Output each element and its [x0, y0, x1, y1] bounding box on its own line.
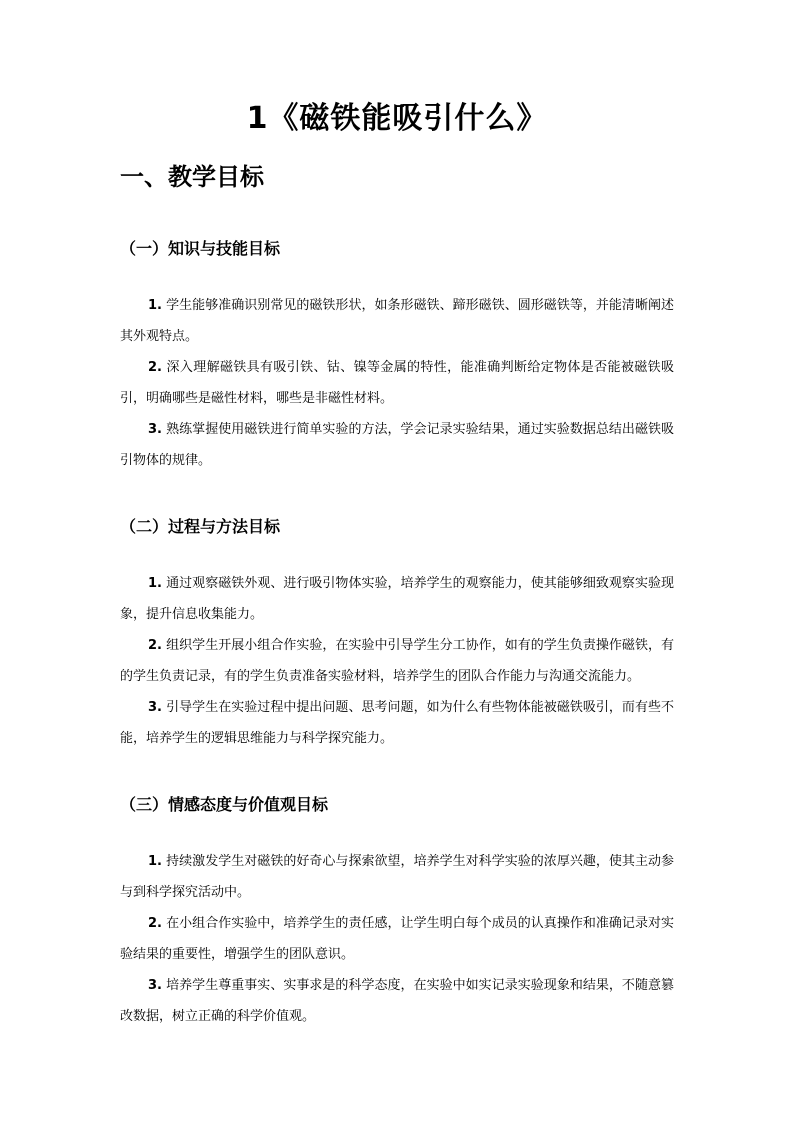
item-number: 2.	[148, 916, 162, 931]
knowledge-goals-list	[120, 290, 674, 476]
item-number: 2.	[148, 360, 162, 375]
item-text: 学生能够准确识别常见的磁铁形状，如条形磁铁、蹄形磁铁、圆形磁铁等，并能清晰阐述其外观特点。	[120, 298, 674, 344]
section-heading: 一、教学目标	[120, 163, 264, 191]
list-item	[120, 908, 674, 970]
list-item	[120, 352, 674, 414]
subsection-heading-values: （三）情感态度与价值观目标	[120, 795, 329, 814]
item-number: 1.	[148, 854, 162, 869]
list-item	[120, 692, 674, 754]
list-item	[120, 630, 674, 692]
item-text: 在小组合作实验中，培养学生的责任感，让学生明白每个成员的认真操作和准确记录对实验结果的重要性，增强学生的团队意识。	[120, 916, 674, 962]
subsection-heading-process: （二）过程与方法目标	[120, 517, 281, 536]
item-number: 1.	[148, 298, 162, 313]
item-number: 1.	[148, 576, 162, 591]
list-item	[120, 846, 674, 908]
item-text: 培养学生尊重事实、实事求是的科学态度，在实验中如实记录实验现象和结果，不随意篡改数据，树立正确的科学价值观。	[120, 978, 674, 1024]
document-title: 1《磁铁能吸引什么》	[246, 101, 548, 136]
item-text: 通过观察磁铁外观、进行吸引物体实验，培养学生的观察能力，使其能够细致观察实验现象，提升信息收集能力。	[120, 576, 674, 622]
item-text: 引导学生在实验过程中提出问题、思考问题，如为什么有些物体能被磁铁吸引，而有些不能，培养学生的逻辑思维能力与科学探究能力。	[120, 700, 674, 746]
list-item	[120, 290, 674, 352]
item-number: 3.	[148, 978, 162, 993]
item-text: 熟练掌握使用磁铁进行简单实验的方法，学会记录实验结果，通过实验数据总结出磁铁吸引物体的规律。	[120, 422, 674, 468]
item-number: 3.	[148, 422, 162, 437]
item-number: 3.	[148, 700, 162, 715]
list-item	[120, 970, 674, 1032]
process-goals-list	[120, 568, 674, 754]
item-text: 深入理解磁铁具有吸引铁、钴、镍等金属的特性，能准确判断给定物体是否能被磁铁吸引，明确哪些是磁性材料，哪些是非磁性材料。	[120, 360, 674, 406]
list-item	[120, 568, 674, 630]
item-number: 2.	[148, 638, 162, 653]
values-goals-list	[120, 846, 674, 1032]
item-text: 持续激发学生对磁铁的好奇心与探索欲望，培养学生对科学实验的浓厚兴趣，使其主动参与到科学探究活动中。	[120, 854, 674, 900]
item-text: 组织学生开展小组合作实验，在实验中引导学生分工协作，如有的学生负责操作磁铁，有的学生负责记录，有的学生负责准备实验材料，培养学生的团队合作能力与沟通交流能力。	[120, 638, 674, 684]
list-item	[120, 414, 674, 476]
subsection-heading-knowledge: （一）知识与技能目标	[120, 239, 281, 258]
